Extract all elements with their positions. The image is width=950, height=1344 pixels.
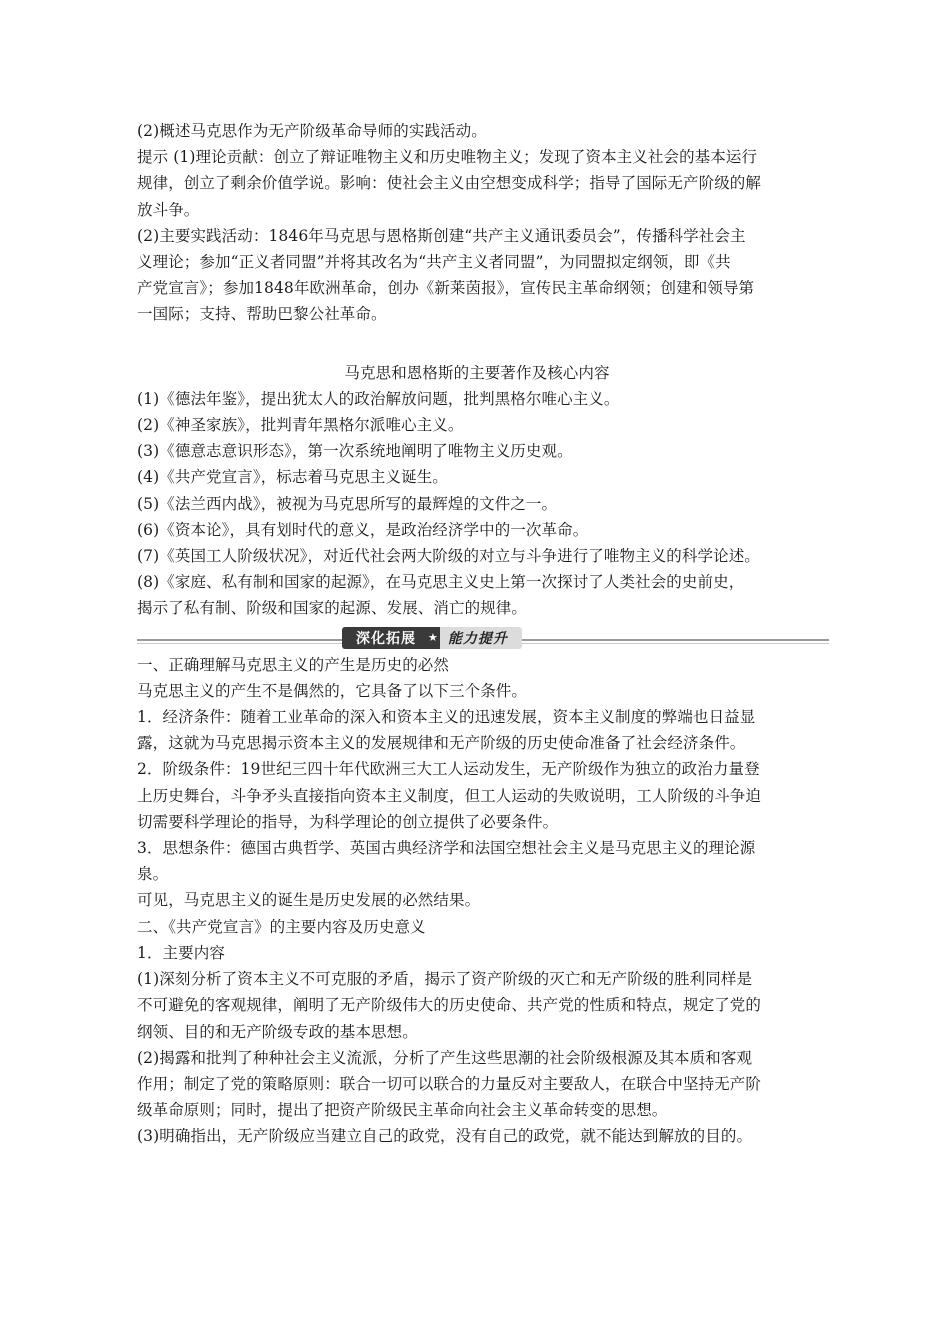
text-line: 泉。 [137, 865, 169, 884]
text-line: (1)深刻分析了资本主义不可克服的矛盾，揭示了资产阶级的灭亡和无产阶级的胜利同样是 [137, 970, 753, 989]
heading-two: 二、《共产党宣言》的主要内容及历史意义 [137, 917, 426, 936]
text-line: 上历史舞台，斗争矛头直接指向资本主义制度，但工人运动的失败说明，工人阶级的斗争迫 [137, 786, 762, 805]
works-block [137, 360, 817, 622]
hint-line: 义理论；参加“正义者同盟”并将其改名为“共产主义者同盟”，为同盟拟定纲领，即《共 [137, 253, 731, 272]
spacer [137, 328, 817, 360]
works-item: (7)《英国工人阶级状况》，对近代社会两大阶级的对立与斗争进行了唯物主义的科学论述。 [137, 547, 760, 566]
banner-left-text: 深化拓展 [342, 627, 426, 649]
text-line: 切需要科学理论的指导，为科学理论的创立提供了必要条件。 [137, 812, 559, 831]
hint-line: 一国际；支持、帮助巴黎公社革命。 [137, 305, 387, 324]
works-title: 马克思和恩格斯的主要著作及核心内容 [344, 363, 610, 382]
works-item: (4)《共产党宣言》，标志着马克思主义诞生。 [137, 468, 448, 487]
text-line: 1．经济条件：随着工业革命的深入和资本主义的迅速发展，资本主义制度的弊端也日益显 [137, 708, 756, 727]
works-item: (6)《资本论》，具有划时代的意义，是政治经济学中的一次革命。 [137, 520, 589, 539]
question-block [137, 118, 817, 328]
text-line: (3)明确指出，无产阶级应当建立自己的政党，没有自己的政党，就不能达到解放的目的。 [137, 1127, 753, 1146]
text-line: 3．思想条件：德国古典哲学、英国古典经济学和法国空想社会主义是马克思主义的理论源 [137, 839, 756, 858]
works-item: (8)《家庭、私有制和国家的起源》，在马克思主义史上第一次探讨了人类社会的史前史， [137, 573, 745, 592]
works-item: (1)《德法年鉴》，提出犹太人的政治解放问题，批判黑格尔唯心主义。 [137, 389, 620, 408]
text-line: 可见，马克思主义的诞生是历史发展的必然结果。 [137, 891, 481, 910]
banner-label [342, 627, 522, 649]
hint-line: 产党宣言》；参加1848年欧洲革命，创办《新莱茵报》，宣传民主革命纲领；创建和领导第 [137, 279, 755, 298]
text-line: 级革命原则；同时，提出了把资产阶级民主革命向社会主义革命转变的思想。 [137, 1101, 668, 1120]
text-line: 纲领、目的和无产阶级专政的基本思想。 [137, 1022, 418, 1041]
hint-line: (2)主要实践活动：1846年马克思与恩格斯创建“共产主义通讯委员会”，传播科学社会主 [137, 226, 746, 245]
text-line: (2)揭露和批判了种种社会主义流派，分析了产生这些思潮的社会阶级根源及其本质和客观 [137, 1048, 753, 1067]
works-item: (3)《德意志意识形态》，第一次系统地阐明了唯物主义历史观。 [137, 442, 573, 461]
hint-line: 提示 (1)理论贡献：创立了辩证唯物主义和历史唯物主义；发现了资本主义社会的基本运行 [137, 148, 758, 167]
text-line: 马克思主义的产生不是偶然的，它具备了以下三个条件。 [137, 681, 528, 700]
works-item: 揭示了私有制、阶级和国家的起源、发展、消亡的规律。 [137, 599, 528, 618]
hint-line: 放斗争。 [137, 200, 200, 219]
works-item: (2)《神圣家族》，批判青年黑格尔派唯心主义。 [137, 416, 464, 435]
text-line: 不可避免的客观规律，阐明了无产阶级伟大的历史使命、共产党的性质和特点，规定了党的 [137, 996, 762, 1015]
text-line: 2．阶级条件：19世纪三四十年代欧洲三大工人运动发生，无产阶级作为独立的政治力量登 [137, 760, 760, 779]
banner-right-text: 能力提升 [440, 627, 522, 649]
analysis-block [137, 652, 817, 1150]
works-item: (5)《法兰西内战》，被视为马克思所写的最辉煌的文件之一。 [137, 494, 558, 513]
text-line: 作用；制定了党的策略原则：联合一切可以联合的力量反对主要敌人，在联合中坚持无产阶 [137, 1074, 762, 1093]
text-line: 露，这就为马克思揭示资本主义的发展规律和无产阶级的历史使命准备了社会经济条件。 [137, 734, 746, 753]
hint-line: 规律，创立了剩余价值学说。影响：使社会主义由空想变成科学；指导了国际无产阶级的解 [137, 174, 762, 193]
heading-one: 一、正确理解马克思主义的产生是历史的必然 [137, 655, 450, 674]
subheading: 1．主要内容 [137, 943, 225, 962]
section-banner [137, 626, 817, 650]
question-text: (2)概述马克思作为无产阶级革命导师的实践活动。 [137, 122, 487, 140]
star-icon: ★ [426, 627, 440, 649]
document-page [137, 118, 817, 1150]
